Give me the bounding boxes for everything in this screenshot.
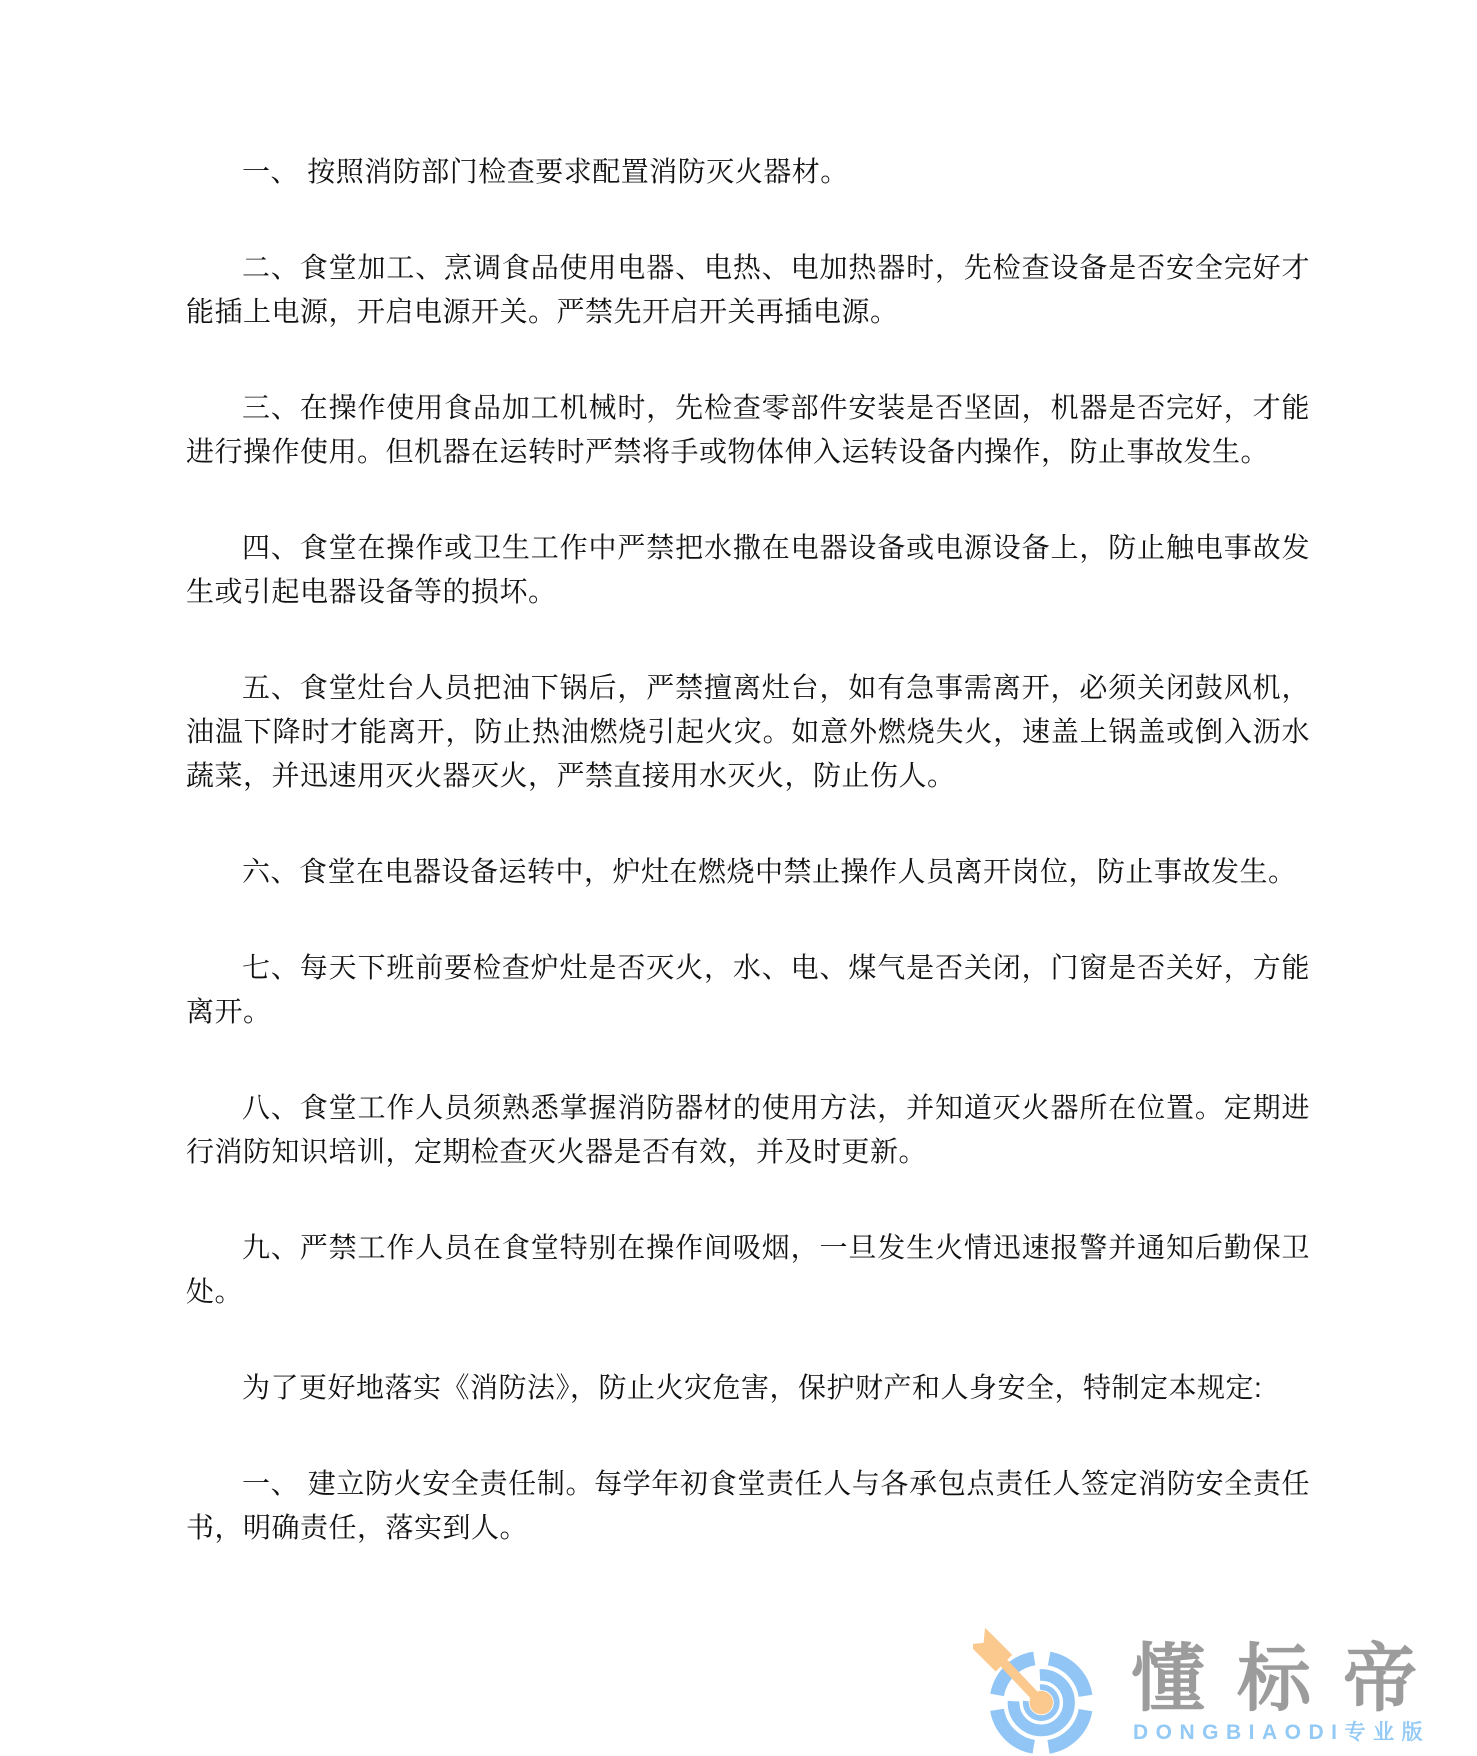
paragraph: 为了更好地落实《消防法》，防止火灾危害，保护财产和人身安全，特制定本规定: [242,1372,1263,1403]
paragraph: 一、 建立防火安全责任制。每学年初食堂责任人与各承包点责任人签定消防安全责任书，明确责任，落实到人。 [186,1468,1310,1543]
paragraph: 四、食堂在操作或卫生工作中严禁把水撒在电器设备或电源设备上，防止触电事故发生或引起电器设备等的损坏。 [186,532,1310,607]
document-body [186,150,1310,1602]
watermark-brand-en: DONGBIAODI [1133,1721,1345,1744]
paragraph: 一、 按照消防部门检查要求配置消防灭火器材。 [242,156,849,187]
watermark-brand-en-line [1133,1721,1430,1745]
paragraph: 五、食堂灶台人员把油下锅后，严禁擅离灶台，如有急事需离开，必须关闭鼓风机，油温下降时才能离开，防止热油燃烧引起火灾。如意外燃烧失火，速盖上锅盖或倒入沥水蔬菜，并迅速用灭火器灭火，严禁直接用水灭火，防止伤人。 [186,672,1310,791]
paragraph: 三、在操作使用食品加工机械时，先检查零部件安装是否坚固，机器是否完好，才能进行操作使用。但机器在运转时严禁将手或物体伸入运转设备内操作，防止事故发生。 [186,392,1310,467]
watermark [973,1628,1477,1754]
paragraph: 八、食堂工作人员须熟悉掌握消防器材的使用方法，并知道灭火器所在位置。定期进行消防知识培训，定期检查灭火器是否有效，并及时更新。 [186,1092,1310,1167]
paragraph: 九、严禁工作人员在食堂特别在操作间吸烟，一旦发生火情迅速报警并通知后勤保卫处。 [186,1232,1310,1307]
target-arrow-icon [973,1628,1101,1756]
watermark-edition: 专业版 [1344,1721,1430,1744]
watermark-brand-cn: 懂标帝 [1131,1637,1449,1720]
paragraph: 六、食堂在电器设备运转中，炉灶在燃烧中禁止操作人员离开岗位，防止事故发生。 [242,856,1297,887]
paragraph: 二、食堂加工、烹调食品使用电器、电热、电加热器时，先检查设备是否安全完好才能插上电源，开启电源开关。严禁先开启开关再插电源。 [186,252,1310,327]
paragraph: 七、每天下班前要检查炉灶是否灭火，水、电、煤气是否关闭，门窗是否关好，方能离开。 [186,952,1310,1027]
